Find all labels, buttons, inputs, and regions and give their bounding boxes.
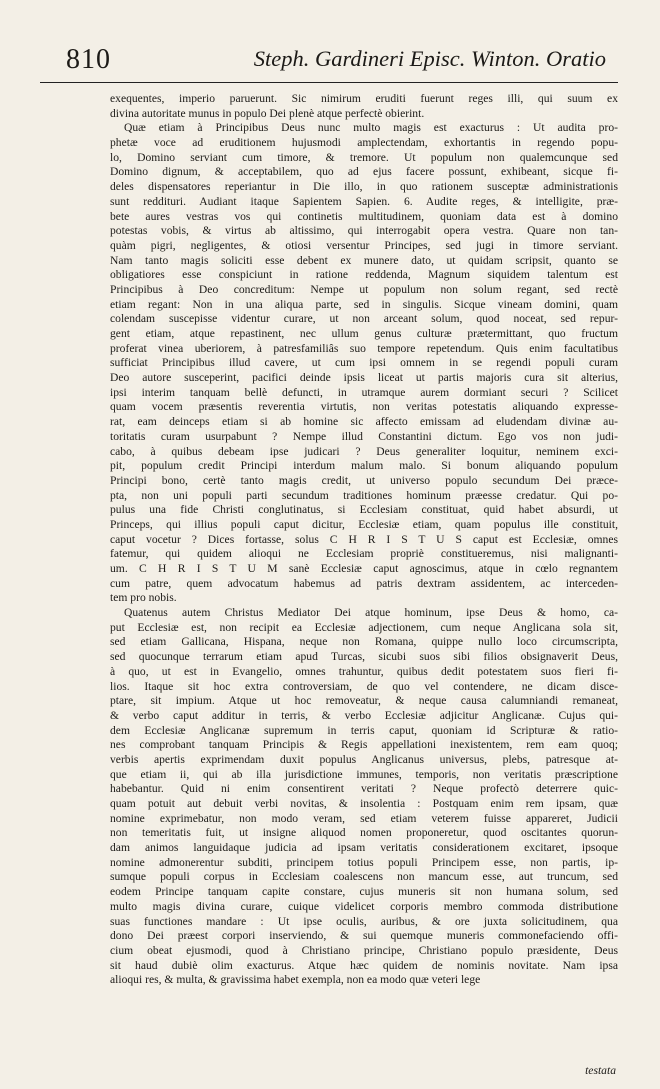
text-line: multo magis divina curare, cuique videlicet corporis membro commoda distributione (110, 899, 618, 913)
text-line: cum patre, quem advocatum habemus ad patris dextram assidentem, ac interceden- (110, 576, 618, 590)
text-line: & verbo caput additur in terris, & verbo Ecclesiæ adjicitur Anglicanæ. Cujus qui- (110, 708, 618, 722)
text-line: phetæ voce ad eruditionem hujusmodi amplectendam, exhortantis in regendo popu- (110, 136, 618, 150)
text-line: dem Ecclesiæ Anglicanæ supremum in terris caput, quoniam id Scripturæ & ratio- (110, 723, 618, 737)
paragraph (110, 606, 618, 988)
text-line: Quæ etiam à Principibus Deus nunc multo magis est exacturus : Ut audita pro- (124, 121, 618, 135)
text-line: habebantur. Quid ni enim consentirent veritati ? Neque profectò deterrere quic- (110, 782, 618, 796)
text-line: lios. Itaque sit hoc extra controversiam, de quo vel contendere, ne dicam disce- (110, 679, 618, 693)
text-line: quàm pigri, negligentes, & otiosi versentur Principes, sed jugi in timore serviant. (110, 238, 618, 252)
text-line: colendam suscepisse videntur curare, ut non arceant solum, quod noceat, sed repur- (110, 312, 618, 326)
text-line: bete aures vestras vos qui continetis multitudinem, quoniam data est à domino (110, 209, 618, 223)
text-line: um. C H R I S T U M sanè Ecclesiæ caput agnoscimus, atque in cœlo regnantem (110, 562, 618, 575)
text-line: rat, eam deinceps etiam si ab homine sic affecto emissam ad eludendam divinæ au- (110, 415, 618, 429)
text-line: Domino dignum, & acceptabilem, quo ad ejus facere possunt, exhibeant, sicque fi- (110, 165, 618, 179)
text-line: etiam regant: Non in una aliqua parte, sed in singulis. Sicque vineam domini, quam (110, 297, 618, 311)
body-text (110, 92, 618, 988)
text-line: cabo, à quibus debeam ipse judicari ? Deus generaliter loquitur, neminem exci- (110, 444, 618, 458)
text-line: verbis apertis exprimendam duxit populus Anglicanus universus, plebs, patresque at- (110, 752, 618, 766)
text-line: sit haud dubiè olim exacturus. Atque hæc quidem de nominis novitate. Nam ipsa (110, 958, 618, 972)
text-line: alioqui res, & multa, & gravissima habet exempla, non ea modo quæ veteri lege (110, 973, 481, 987)
text-line: deles dispensatores reperiantur in Die illo, in quo rationem susceptæ administrationis (110, 180, 618, 194)
running-title: Steph. Gardineri Episc. Winton. Oratio (253, 46, 606, 71)
text-line: Princeps, qui illius populi caput dicitur, Ecclesiæ etiam, quam populus ille constituit, (110, 517, 618, 531)
text-line: cium obeat ejusmodi, quod à Christiano principe, Christiano populo præsidente, Deus (110, 943, 618, 957)
text-line: non temeritatis fuit, ut insigne aliquod nomen proponeretur, quod oscitantes quorun- (110, 826, 618, 840)
text-line: ptare, sit impium. Atque ut hoc removeatur, & neque causa calumniandi remaneat, (110, 694, 618, 708)
paragraph (110, 121, 618, 606)
text-line: nes comprobant tanquam Principis & Regis appellationi inexistentem, rem eam quoq; (110, 738, 618, 752)
text-line: Nam tanto magis soliciti esse debent ex munere dato, ut quidam scripsit, quanto se (110, 253, 618, 267)
text-line: sufficiat Principibus illud cavere, ut cum ipsi omnem in se regendi populi curam (110, 356, 618, 370)
text-line: dam animos languidaque judicia ad ipsam veritatis considerationem excitaret, ipsoque (110, 841, 618, 855)
text-line: ipsi interim tanquam bellè defuncti, in utramque aurem dormiant securi ? Scilicet (110, 385, 618, 399)
text-line: sed etiam Gallicana, Hispana, neque non Romana, quippe nullo loco circumscripta, (110, 635, 618, 649)
text-line: pit, populum credit Principi interdum malum malo. Si bonum aliquando populum (110, 459, 618, 473)
text-line: pta, non uni populi parti secundum traditiones hominum præesse credatur. Qui po- (110, 488, 618, 502)
text-line: toritatis curam usurpabunt ? Nempe illud Constantini dictum. Ego vos non judi- (110, 429, 618, 443)
text-line: nomine exprimebatur, non modo veram, sed etiam veterem fuisse appareret, Judicii (110, 811, 618, 825)
text-line: exequentes, imperio paruerunt. Sic nimirum eruditi fuerunt reges illi, qui suum ex (110, 92, 618, 105)
text-line: sunt reddituri. Audiant itaque Sapientem Sapien. 6. Audite reges, & intelligite, præ- (110, 194, 618, 208)
text-line: Principi bono, certè tanto magis credit, ut universo populo secundum Dei præce- (110, 473, 618, 487)
catchword: testata (585, 1064, 616, 1077)
text-line: proferat vinea uberiorem, à patresfamiliâs suo tempore repetendum. Quis enim facultatibus (110, 341, 618, 355)
text-line: potestas vobis, & virtus ab altissimo, qui interrogabit opera vestra. Quare non tan- (110, 224, 618, 238)
text-line: eodem Principe tanquam capite constare, cujus muneris sit non humana solum, sed (110, 885, 618, 899)
text-line: dono Dei præest corpori inserviendo, & sui quemque muneris commonefaciendo offi- (110, 929, 618, 943)
text-line: lo, Domino serviant cum timore, & tremore. Ut populum non qualemcunque sed (110, 150, 618, 164)
text-line: gent etiam, atque repastinent, nec ullum genus culturæ prætermittant, quo fructum (110, 327, 618, 340)
text-line: Principibus à Deo concreditum: Nempe ut populum non solum regant, sed rectè (110, 282, 618, 296)
text-line: quam potuit aut debuit verbi novitas, & insolentia : Postquam enim rem ipsam, quæ (110, 797, 618, 810)
page-number: 810 (66, 44, 111, 75)
text-line: sumque populi corpus in Ecclesiam coalescens non mancum esse, aut truncum, sed (110, 870, 618, 884)
text-line: obligatiores esse conspiciunt in ratione reddenda, Magnum siquidem talentum est (110, 268, 618, 282)
text-line: caput vocetur ? Dices fortasse, solus C H R I S T U S caput est Ecclesiæ, omnes (110, 532, 618, 546)
text-line: divina autoritate munus in populo Dei plenè atque perfectè obierint. (110, 106, 425, 120)
text-line: nomine admonerentur subditi, principem totius populi Principem esse, non partis, ip- (110, 855, 618, 869)
text-line: Deo autore susceperint, pacifici deinde ipsis liceat ut partis majoris cura sit alterius, (110, 371, 618, 385)
text-line: que etiam ii, qui ab illa jurisdictione immunes, temporis, non veritatis præscriptione (110, 767, 618, 781)
text-line: Quatenus autem Christus Mediator Dei atque hominum, ipse Deus & homo, ca- (124, 606, 618, 620)
text-line: pulus una fide Christi conglutinatus, si Ecclesiam constituat, quid habet absurdi, ut (110, 503, 618, 517)
text-line: à quo, ut est in Evangelio, omnes trahuntur, quibus dedit potestatem suos fieri fi- (110, 664, 618, 678)
text-line: sed quocunque terrarum etiam apud Turcas, sicubi suos sibi filios obsignaverit Deus, (110, 650, 618, 664)
text-line: tem pro nobis. (110, 591, 177, 605)
page-header (40, 38, 618, 83)
text-line: put Ecclesiæ est, non recipit ea Ecclesiæ adjectionem, cum neque Anglicana sola sit, (110, 620, 618, 634)
text-line: fatemur, qui quidem alioqui ne Ecclesiam propriè constitueremus, nisi malignanti- (110, 547, 618, 561)
text-line: suas functiones mandare : Ut ipse oculis, auribus, & ore juxta solicitudinem, qua (110, 914, 618, 928)
text-line: quam vocem præsentis reverentia virtutis, non veritas potestatis aliquando expresse- (110, 400, 618, 414)
paragraph (110, 92, 618, 121)
